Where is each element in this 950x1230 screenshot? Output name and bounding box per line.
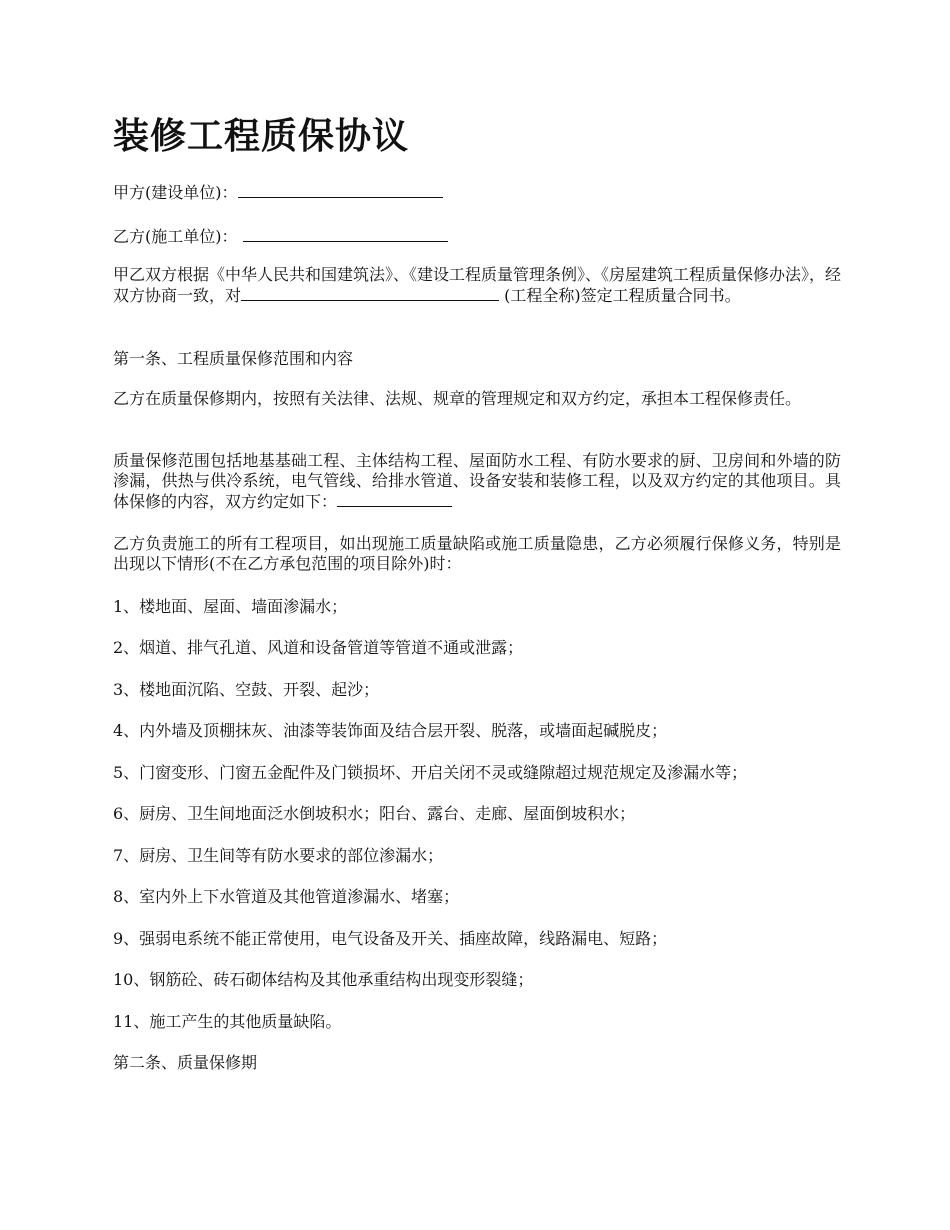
intro-text-part2: (工程全称)签定工程质量合同书。 [499,286,741,305]
party-a-blank [238,182,443,198]
list-item: 11、施工产生的其他质量缺陷。 [113,1012,342,1031]
list-item: 7、厨房、卫生间等有防水要求的部位渗漏水； [113,846,444,865]
list-item: 3、楼地面沉陷、空鼓、开裂、起沙； [113,680,380,699]
party-b-line [113,226,841,247]
list-item: 4、内外墙及顶棚抹灰、油漆等装饰面及结合层开裂、脱落，或墙面起碱脱皮； [113,721,668,740]
scope-blank [337,491,452,507]
article1-paragraph-1: 乙方在质量保修期内，按照有关法律、法规、规章的管理规定和双方约定，承担本工程保修责任。 [113,389,802,408]
document-title: 装修工程质保协议 [113,115,410,157]
party-a-line [113,182,841,203]
party-b-label: 乙方(施工单位)： [113,227,243,246]
article1-paragraph-3: 乙方负责施工的所有工程项目，如出现施工质量缺陷或施工质量隐患，乙方必须履行保修义务，特别是出现以下情形(不在乙方承包范围的项目除外)时： [113,534,841,573]
list-item: 5、门窗变形、门窗五金配件及门锁损坏、开启关闭不灵或缝隙超过规范规定及渗漏水等； [113,763,748,782]
article1-heading: 第一条、工程质量保修范围和内容 [113,349,354,368]
party-b-blank [243,226,448,242]
list-item: 6、厨房、卫生间地面泛水倒坡积水；阳台、露台、走廊、屋面倒坡积水； [113,804,636,823]
intro-paragraph [113,265,841,306]
list-item: 1、楼地面、屋面、墙面渗漏水； [113,597,348,616]
party-a-label: 甲方(建设单位)： [113,183,238,202]
list-item: 10、钢筋砼、砖石砌体结构及其他承重结构出现变形裂缝； [113,970,534,989]
article1-paragraph-2-text: 质量保修范围包括地基基础工程、主体结构工程、屋面防水工程、有防水要求的厨、卫房间和外墙的防渗漏，供热与供冷系统，电气管线、给排水管道、设备安装和装修工程，以及双方约定的其他项目。具体保修的内容，双方约定如下： [113,451,841,511]
article1-paragraph-2 [113,451,841,512]
list-item: 9、强弱电系统不能正常使用，电气设备及开关、插座故障，线路漏电、短路； [113,929,668,948]
project-name-blank [241,285,499,301]
intro-text-part1: 甲乙双方根据《中华人民共和国建筑法》、《建设工程质量管理条例》、《房屋建筑工程质量保修办法》，经双方协商一致，对 [113,265,842,305]
article2-heading: 第二条、质量保修期 [113,1053,258,1072]
list-item: 2、烟道、排气孔道、风道和设备管道等管道不通或泄露； [113,638,524,657]
list-item: 8、室内外上下水管道及其他管道渗漏水、堵塞； [113,887,460,906]
